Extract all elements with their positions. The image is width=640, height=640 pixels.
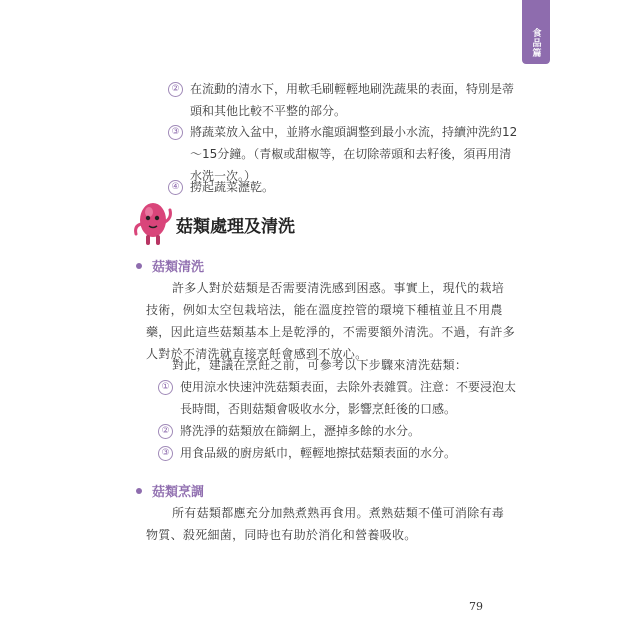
step-text: 將蔬菜放入盆中，並將水龍頭調整到最小水流，持續沖洗約12～15分鐘。（青椒或甜椒等，在切除蒂頭和去籽後，須再用清水洗一次。） <box>190 125 518 183</box>
step-number: ③ <box>168 125 183 140</box>
step-text: 將洗淨的菇類放在篩網上，瀝掉多餘的水分。 <box>180 424 421 438</box>
subheading-cooking <box>136 481 204 500</box>
mushroom-mascot-icon <box>128 196 176 248</box>
section-title: 菇類處理及清洗 <box>176 217 295 237</box>
step-number: ① <box>158 380 173 395</box>
cleaning-step-2 <box>158 420 518 442</box>
subheading-label: 菇類清洗 <box>152 260 205 275</box>
subheading-label: 菇類烹調 <box>152 485 205 500</box>
step-number: ② <box>168 82 183 97</box>
cleaning-intro <box>146 354 516 376</box>
cleaning-paragraph <box>146 277 516 365</box>
step-number: ④ <box>168 180 183 195</box>
chapter-tab-label: 食品篇 <box>530 28 541 58</box>
subheading-cleaning <box>136 256 204 275</box>
step-number: ② <box>158 424 173 439</box>
page-number: 79 <box>469 600 483 613</box>
chapter-tab <box>522 0 550 64</box>
step-text: 撈起蔬菜瀝乾。 <box>190 180 275 194</box>
step-text: 用食品級的廚房紙巾，輕輕地擦拭菇類表面的水分。 <box>180 446 457 460</box>
step-text: 在流動的清水下，用軟毛刷輕輕地刷洗蔬果的表面，特別是蒂頭和其他比較不平整的部分。 <box>190 82 515 118</box>
cooking-paragraph <box>146 502 516 546</box>
paragraph-text: 對此，建議在烹飪之前，可參考以下步驟來清洗菇類： <box>172 358 468 372</box>
step-text: 使用涼水快速沖洗菇類表面，去除外表雜質。注意：不要浸泡太長時間，否則菇類會吸收水分，影響烹飪後的口感。 <box>180 380 517 416</box>
bullet-icon <box>136 488 142 494</box>
bullet-icon <box>136 263 142 269</box>
top-step-4 <box>168 176 518 198</box>
cleaning-step-3 <box>158 442 518 464</box>
top-step-2 <box>168 78 518 122</box>
paragraph-text: 許多人對於菇類是否需要清洗感到困惑。事實上，現代的栽培技術，例如太空包栽培法，能在溫度控管的環境下種植並且不用農藥，因此這些菇類基本上是乾淨的，不需要額外清洗。不過，有許多人對於不清洗就直接烹飪會感到不放心。 <box>146 281 516 361</box>
paragraph-text: 所有菇類都應充分加熱煮熟再食用。煮熟菇類不僅可消除有毒物質、殺死細菌，同時也有助於消化和營養吸收。 <box>146 506 505 542</box>
cleaning-step-1 <box>158 376 518 420</box>
step-number: ③ <box>158 446 173 461</box>
